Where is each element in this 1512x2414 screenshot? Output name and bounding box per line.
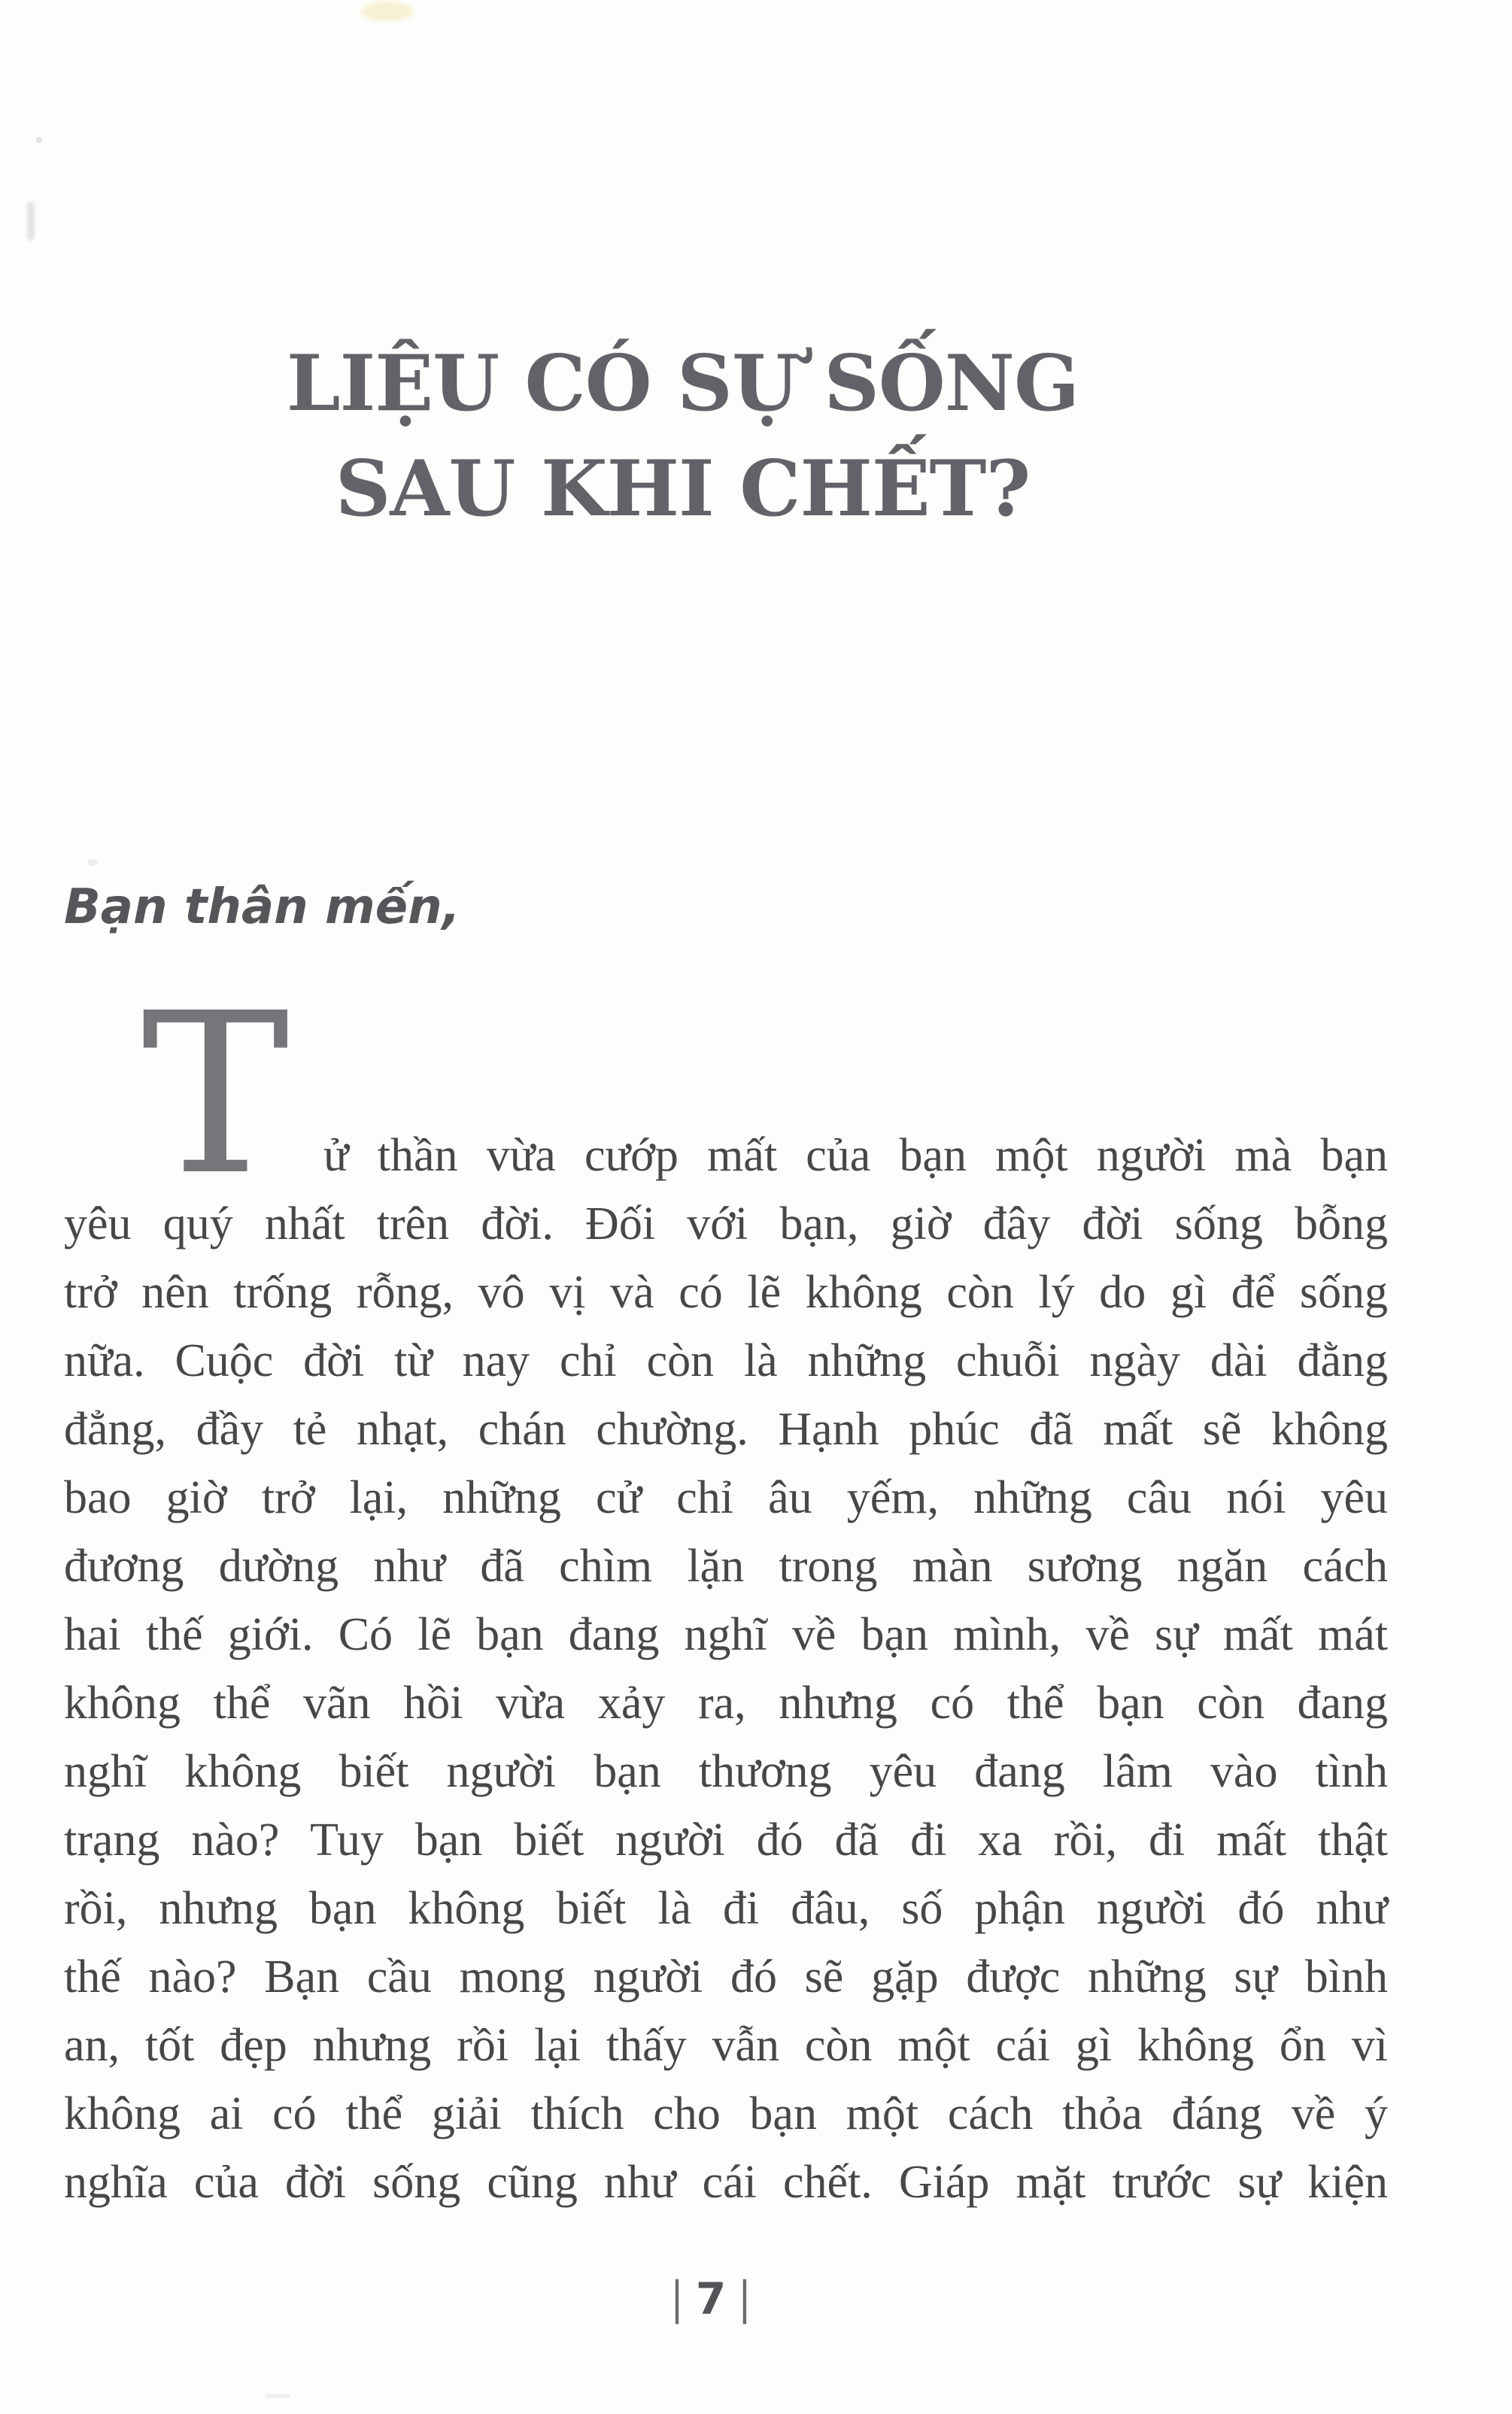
page-footer [0,2275,1422,2323]
body-line: đương dường như đã chìm lặn trong màn sương ngăn cách [64,1541,1388,1592]
body-line: không ai có thể giải thích cho bạn một cách thỏa đáng về ý [64,2088,1388,2139]
body-line: ử thần vừa cướp mất của bạn một người mà bạn [323,1130,1388,1181]
scan-artifact [87,859,98,866]
body-line: an, tốt đẹp nhưng rồi lại thấy vẫn còn một cái gì không ổn vì [64,2020,1388,2071]
body-line: nữa. Cuộc đời từ nay chỉ còn là những chuỗi ngày dài đằng [64,1335,1388,1386]
chapter-title [0,331,1365,542]
body-line: thế nào? Bạn cầu mong người đó sẽ gặp được những sự bình [64,1951,1388,2003]
footer-left-bar: | [670,2273,684,2325]
chapter-title-line2: SAU KHI CHẾT? [335,444,1031,534]
body-line: rồi, nhưng bạn không biết là đi đâu, số phận người đó như [64,1883,1388,1934]
body-line: đẳng, đầy tẻ nhạt, chán chường. Hạnh phúc đã mất sẽ không [64,1404,1388,1455]
footer-right-bar: | [738,2273,751,2325]
scan-artifact [265,2394,290,2398]
body-text [64,1122,1388,2217]
scan-artifact [361,2,414,21]
body-line: bao giờ trở lại, những cử chỉ âu yếm, những câu nói yêu [64,1472,1388,1523]
drop-cap-letter: T [141,965,290,1224]
body-line: yêu quý nhất trên đời. Đối với bạn, giờ đây đời sống bỗng [64,1198,1388,1250]
body-line: không thể vãn hồi vừa xảy ra, nhưng có thể bạn còn đang [64,1678,1388,1729]
body-line: nghĩa của đời sống cũng như cái chết. Giáp mặt trước sự kiện [64,2157,1388,2208]
body-line: nghĩ không biết người bạn thương yêu đang lâm vào tình [64,1746,1388,1797]
page-number: 7 [695,2273,727,2324]
body-line: trạng nào? Tuy bạn biết người đó đã đi xa rồi, đi mất thật [64,1814,1388,1866]
scan-artifact [36,137,42,143]
chapter-title-line1: LIỆU CÓ SỰ SỐNG [286,339,1079,429]
scan-artifact [27,202,35,241]
body-line: hai thế giới. Có lẽ bạn đang nghĩ về bạn mình, về sự mất mát [64,1609,1388,1660]
body-line: trở nên trống rỗng, vô vị và có lẽ không còn lý do gì để sống [64,1267,1388,1318]
salutation: Bạn thân mến, [64,879,460,935]
